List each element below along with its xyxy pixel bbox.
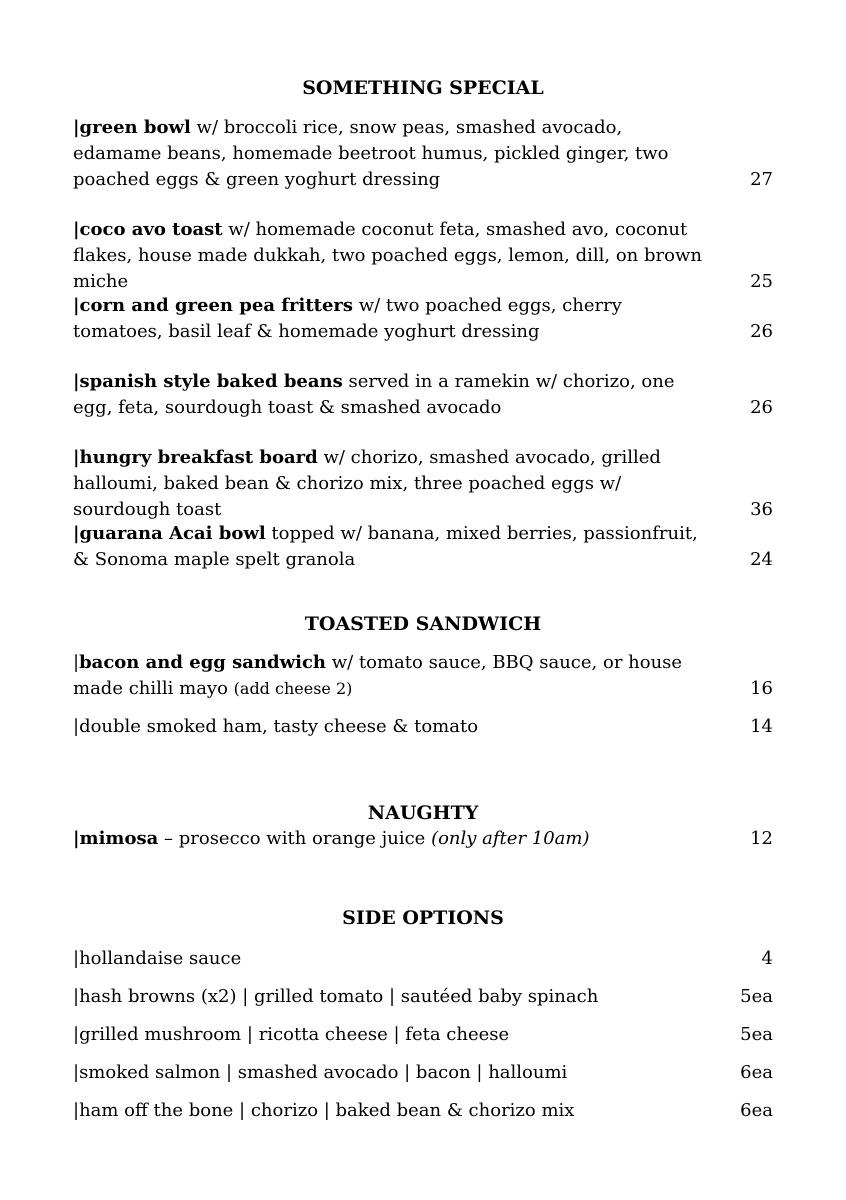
item-price: 5ea <box>740 1024 773 1045</box>
item-price: 6ea <box>740 1100 773 1121</box>
menu-item-acai-bowl <box>73 521 773 573</box>
item-description: |double smoked ham, tasty cheese & tomato <box>73 716 479 737</box>
side-item-hash-browns <box>73 984 773 1010</box>
section-heading-something-special: SOMETHING SPECIAL <box>302 77 544 99</box>
item-price: 6ea <box>740 1062 773 1083</box>
item-price: 25 <box>750 271 773 292</box>
item-name: bacon and egg sandwich <box>79 652 326 673</box>
menu-item-corn-fritters <box>73 293 773 345</box>
item-description: – prosecco with orange juice <box>158 828 432 849</box>
menu-item-green-bowl <box>73 115 773 193</box>
side-item-ham-off-bone <box>73 1098 773 1124</box>
item-price: 27 <box>750 169 773 190</box>
item-description: served in a ramekin w/ chorizo, one egg, feta, sourdough toast & smashed avocado <box>73 371 675 418</box>
section-heading-toasted-sandwich: TOASTED SANDWICH <box>304 613 542 635</box>
menu-item-ham-cheese-tomato <box>73 714 773 740</box>
item-note: (only after 10am) <box>431 828 590 849</box>
item-description: |smoked salmon | smashed avocado | bacon | halloumi <box>73 1062 568 1083</box>
item-price: 26 <box>750 397 773 418</box>
section-heading-side-options: SIDE OPTIONS <box>342 907 504 929</box>
item-price: 26 <box>750 321 773 342</box>
item-description: w/ tomato sauce, BBQ sauce, or house made chilli mayo <box>73 652 683 699</box>
item-name: |green bowl <box>73 117 191 138</box>
item-description: |hollandaise sauce <box>73 948 242 969</box>
item-name: |mimosa <box>73 828 159 849</box>
menu-item-spanish-baked-beans <box>73 369 773 421</box>
item-description: |grilled mushroom | ricotta cheese | feta cheese <box>73 1024 510 1045</box>
item-price: 36 <box>750 499 773 520</box>
item-price: 14 <box>750 716 773 737</box>
item-price: 16 <box>750 678 773 699</box>
item-description: |ham off the bone | chorizo | baked bean & chorizo mix <box>73 1100 575 1121</box>
item-name: |guarana Acai bowl <box>73 523 266 544</box>
menu-item-mimosa <box>73 826 773 852</box>
item-description: w/ two poached eggs, cherry tomatoes, basil leaf & homemade yoghurt dressing <box>73 295 622 342</box>
item-prefix: | <box>73 652 80 673</box>
item-description: |hash browns (x2) | grilled tomato | sautéed baby spinach <box>73 986 599 1007</box>
side-item-smoked-salmon <box>73 1060 773 1086</box>
menu-item-coco-avo-toast <box>73 217 773 295</box>
section-heading-naughty: NAUGHTY <box>367 802 479 824</box>
side-item-mushroom <box>73 1022 773 1048</box>
item-name: |corn and green pea fritters <box>73 295 354 316</box>
item-name: |hungry breakfast board <box>73 447 318 468</box>
item-price: 12 <box>750 828 773 849</box>
menu-item-hungry-breakfast-board <box>73 445 773 523</box>
item-name: |spanish style baked beans <box>73 371 343 392</box>
item-description: topped w/ banana, mixed berries, passionfruit, & Sonoma maple spelt granola <box>73 523 698 570</box>
item-price: 4 <box>761 948 773 969</box>
item-description: w/ chorizo, smashed avocado, grilled halloumi, baked bean & chorizo mix, three poached eggs w/ sourdough toast <box>73 447 661 520</box>
item-price: 24 <box>750 549 773 570</box>
menu-item-bacon-egg-sandwich <box>73 650 773 702</box>
item-description: w/ homemade coconut feta, smashed avo, coconut flakes, house made dukkah, two poached eggs, lemon, dill, on brown miche <box>73 219 702 292</box>
item-note: (add cheese 2) <box>233 679 353 698</box>
side-item-hollandaise <box>73 946 773 972</box>
item-description: w/ broccoli rice, snow peas, smashed avocado, edamame beans, homemade beetroot humus, pickled ginger, two poached eggs & green yoghurt dressing <box>73 117 669 190</box>
item-price: 5ea <box>740 986 773 1007</box>
item-name: |coco avo toast <box>73 219 223 240</box>
